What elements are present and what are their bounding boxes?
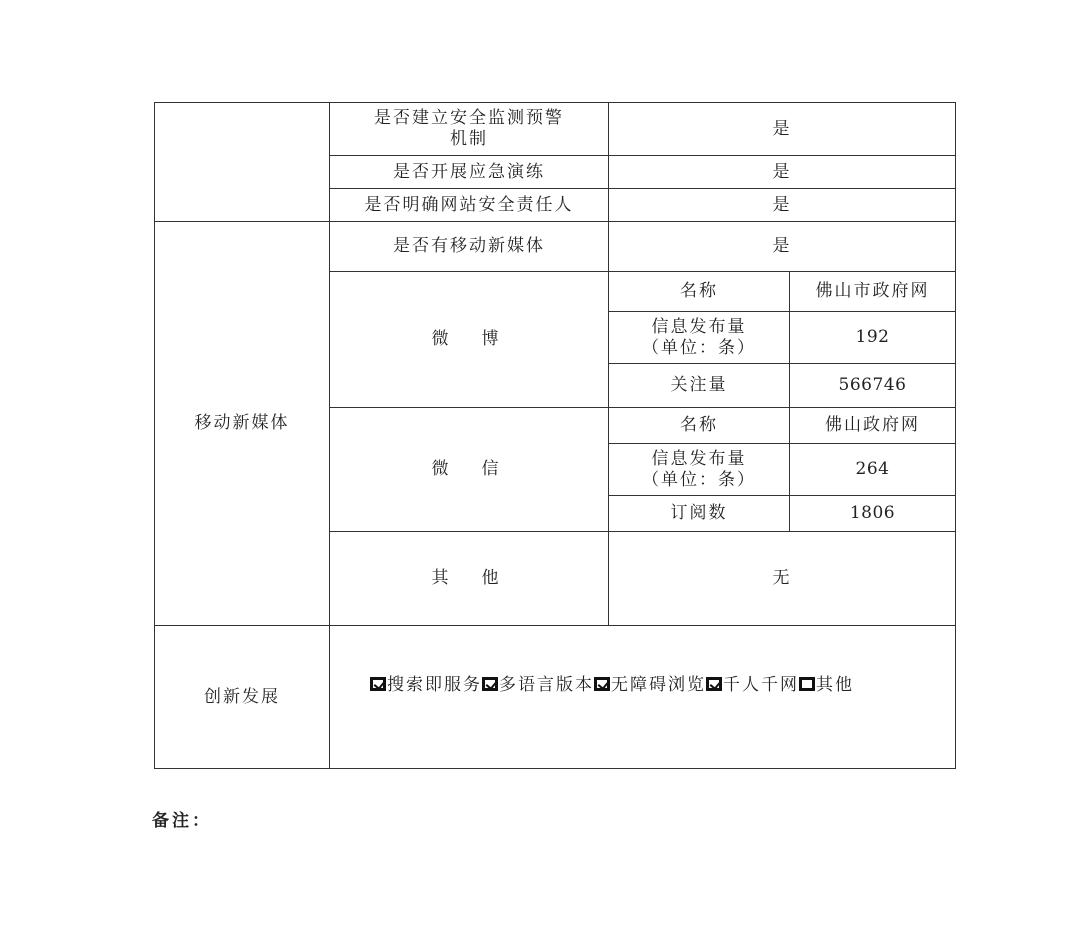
- checked-box-icon[interactable]: [370, 677, 386, 691]
- wechat-posts-value: 264: [790, 444, 956, 496]
- weibo-label: 微 博: [330, 272, 609, 408]
- option-other[interactable]: [799, 675, 854, 695]
- weibo-posts-value: 192: [790, 312, 956, 364]
- option-label: 搜索即服务: [387, 675, 482, 695]
- note-label: 备注：: [152, 811, 212, 831]
- wechat-posts-label: 信息发布量 （单位：条）: [609, 444, 790, 496]
- wechat-subscribers-label: 订阅数: [609, 496, 790, 532]
- weibo-name-value: 佛山市政府网: [790, 272, 956, 312]
- security-section-cell: [155, 103, 330, 222]
- wechat-name-value: 佛山政府网: [790, 408, 956, 444]
- wechat-subscribers-value: 1806: [790, 496, 956, 532]
- innovation-checkbox-group: [370, 675, 951, 696]
- checked-box-icon[interactable]: [706, 677, 722, 691]
- weibo-posts-label: 信息发布量 （单位：条）: [609, 312, 790, 364]
- other-value: 无: [609, 532, 956, 626]
- checked-box-icon[interactable]: [482, 677, 498, 691]
- option-search-service[interactable]: [370, 675, 482, 695]
- report-table: [154, 102, 956, 769]
- weibo-followers-label: 关注量: [609, 364, 790, 408]
- table-row: [155, 222, 956, 272]
- innovation-section-label: 创新发展: [155, 626, 330, 769]
- security-answer: 是: [609, 189, 956, 222]
- option-label: 多语言版本: [499, 675, 594, 695]
- option-multilingual[interactable]: [482, 675, 594, 695]
- option-label: 其他: [816, 675, 854, 695]
- other-label: 其 他: [330, 532, 609, 626]
- checked-box-icon[interactable]: [594, 677, 610, 691]
- security-answer: 是: [609, 156, 956, 189]
- option-label: 无障碍浏览: [611, 675, 706, 695]
- security-question: 是否开展应急演练: [330, 156, 609, 189]
- option-label: 千人千网: [723, 675, 799, 695]
- security-answer: 是: [609, 103, 956, 156]
- wechat-name-label: 名称: [609, 408, 790, 444]
- wechat-label: 微 信: [330, 408, 609, 532]
- has-mobile-answer: 是: [609, 222, 956, 272]
- weibo-followers-value: 566746: [790, 364, 956, 408]
- mobile-section-label: 移动新媒体: [155, 222, 330, 626]
- table-row: [155, 626, 956, 769]
- innovation-options: [330, 626, 956, 769]
- unchecked-box-icon[interactable]: [799, 677, 815, 691]
- weibo-name-label: 名称: [609, 272, 790, 312]
- security-question: 是否明确网站安全责任人: [330, 189, 609, 222]
- security-question: 是否建立安全监测预警 机制: [330, 103, 609, 156]
- option-personalized[interactable]: [706, 675, 799, 695]
- table-row: [155, 103, 956, 156]
- option-accessibility[interactable]: [594, 675, 706, 695]
- has-mobile-question: 是否有移动新媒体: [330, 222, 609, 272]
